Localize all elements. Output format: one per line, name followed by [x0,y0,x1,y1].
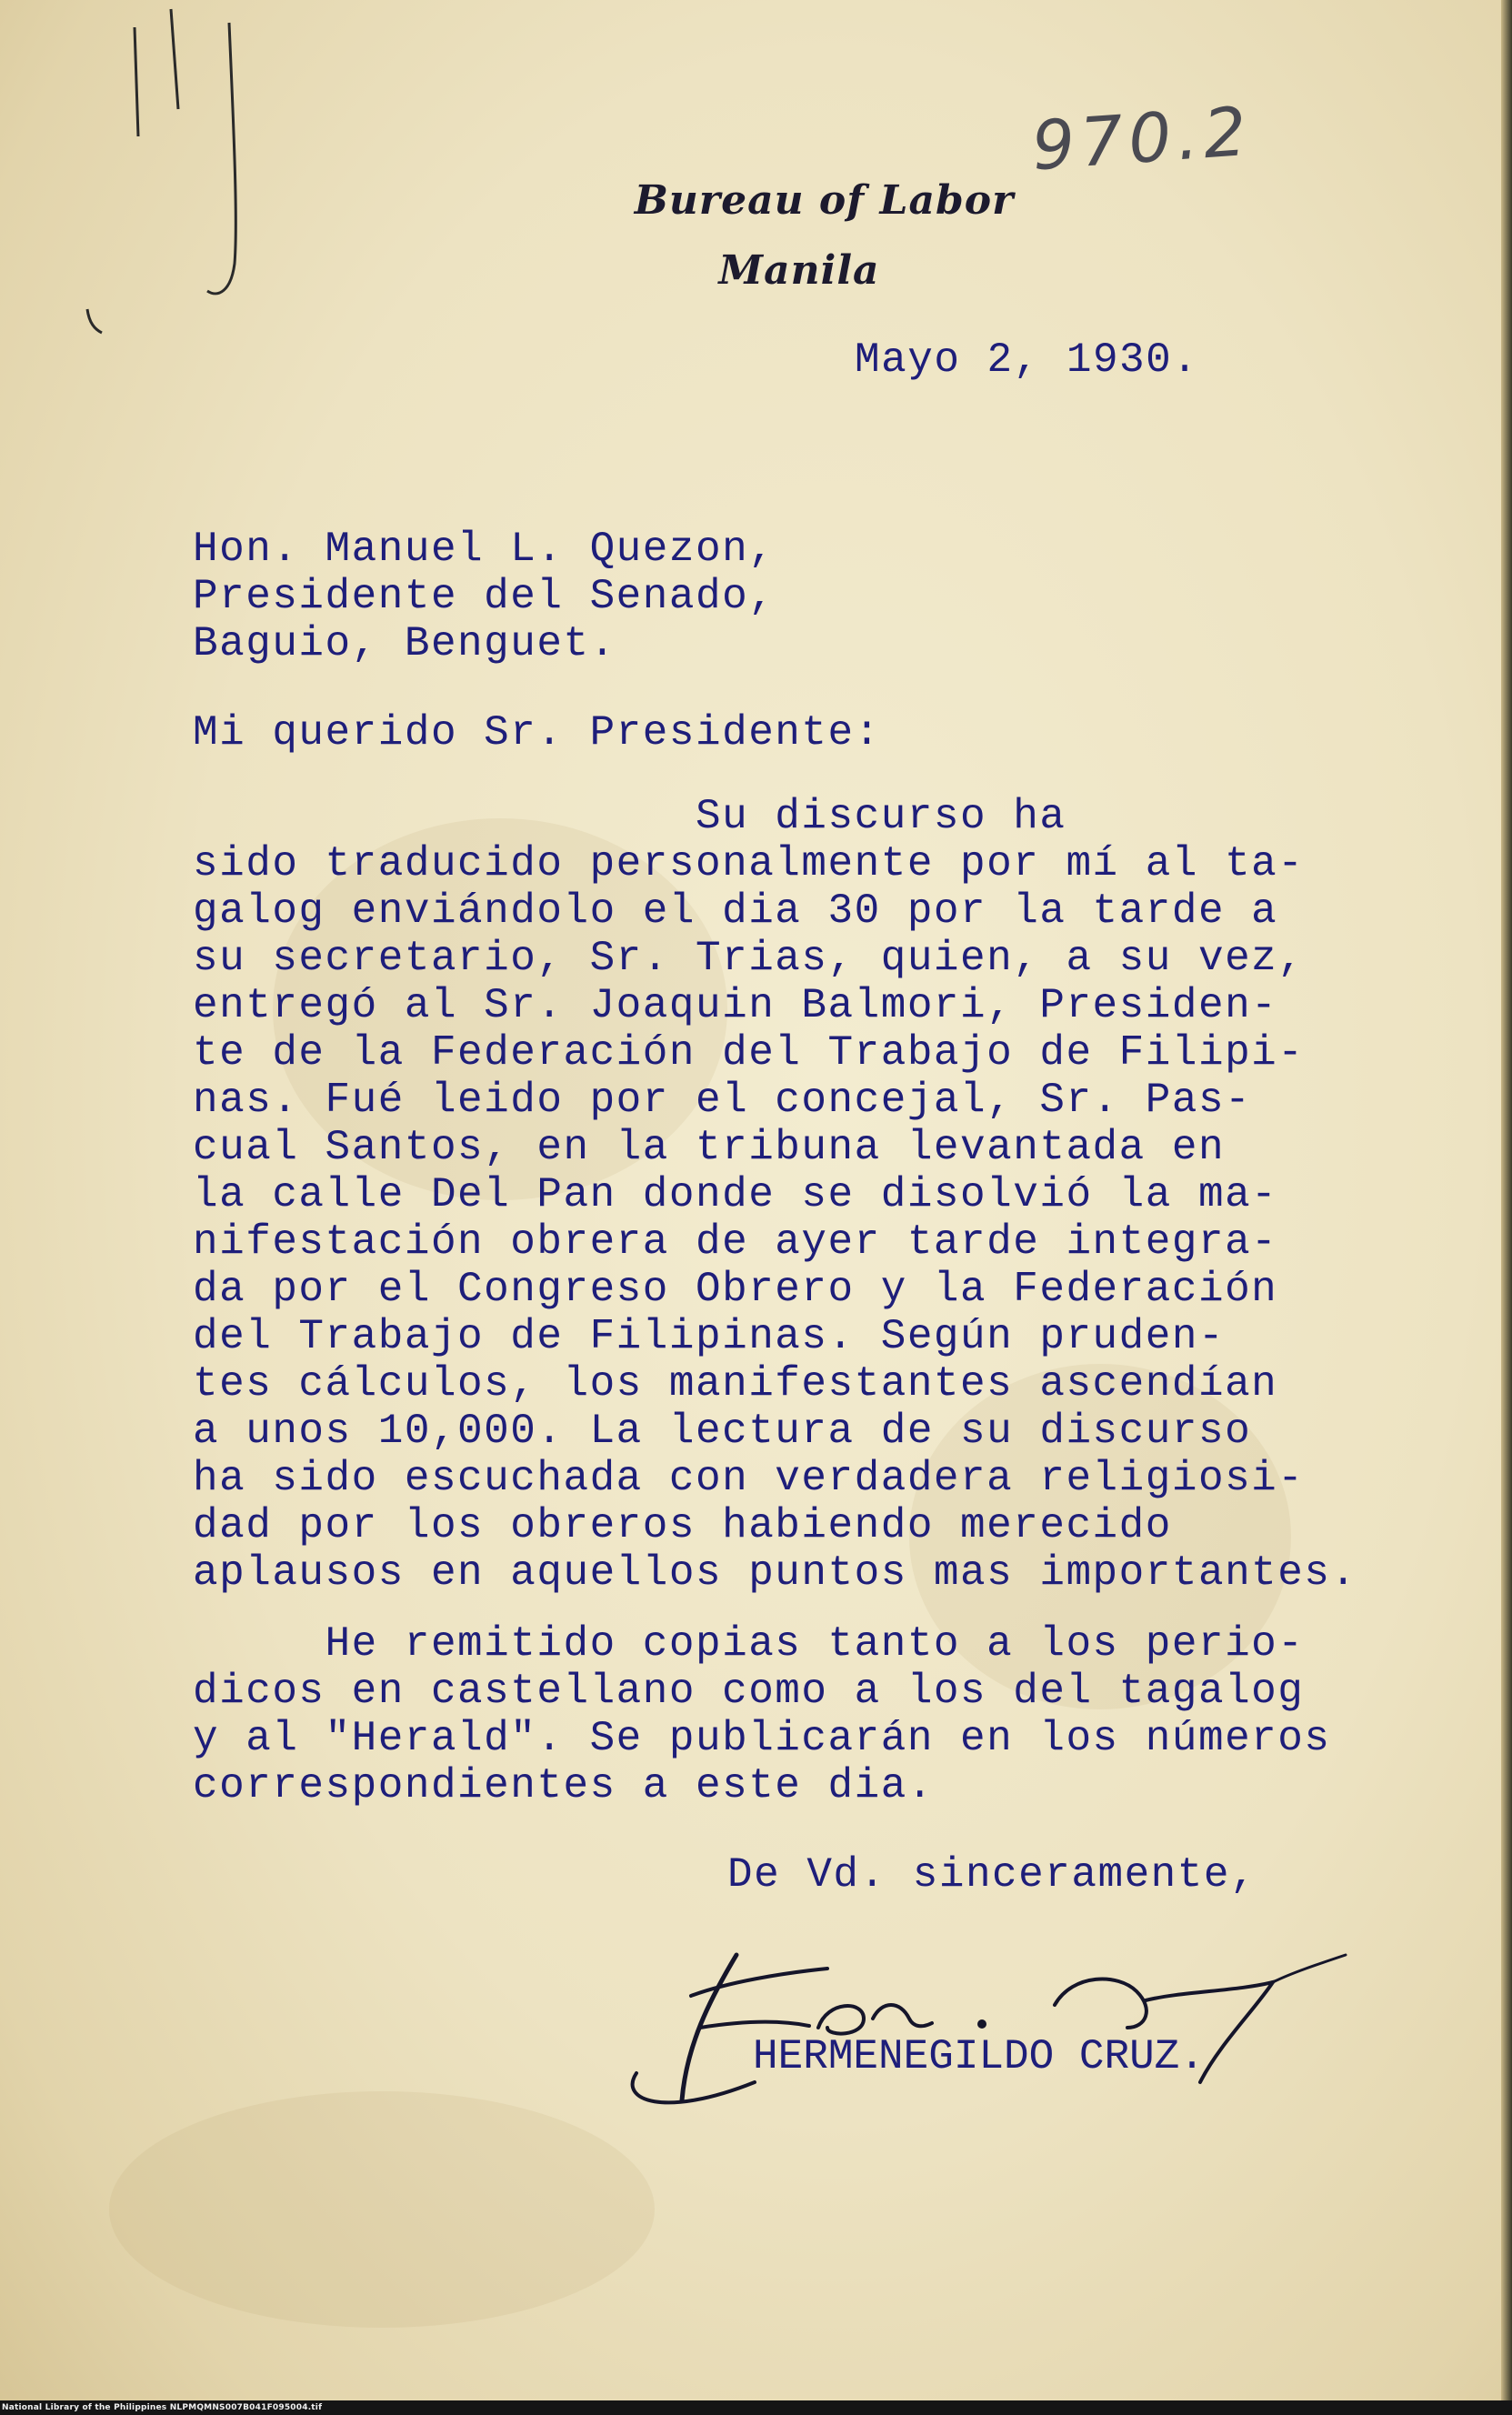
recipient-location: Baguio, Benguet. [193,620,616,667]
handwritten-signature [600,1919,1382,2119]
body-paragraph-1: Su discurso ha sido traducido personalmente por mí al ta- galog enviándolo el dia 30 por la tarde a su secretario, Sr. Trias, quien, a su vez, entregó al Sr. Joaquin Balmori, Presiden- te de la Federación del Trabajo de Filipi- nas. Fué leido por el concejal, Sr. Pas- cual Santos, en la tribuna levantada en la calle Del Pan donde se disolvió la ma- nifestación obrera de ayer tarde integra- da por el Congreso Obrero y la Federación del Trabajo de Filipinas. Según pruden- tes cálculos, los manifestantes ascendían a unos 10,000. La lectura de su discurso ha sido escuchada con verdadera religiosi- dad por los obreros habiendo merecido aplausos en aquellos puntos mas importantes. [193,793,1357,1597]
recipient-name: Hon. Manuel L. Quezon, [193,526,776,573]
archive-number-annotation: 970.2 [1029,92,1255,186]
body-paragraph-2: He remitido copias tanto a los perio- dicos en castellano como a los del tagalog y al "Herald". Se publicarán en los números correspondientes a este dia. [193,1620,1331,1809]
scan-footer-caption: National Library of the Philippines NLPMQMNS007B041F095004.tif [2,2403,323,2412]
letterhead-city: Manila [718,247,880,294]
letterhead-bureau: Bureau of Labor [634,177,1015,224]
letter-date: Mayo 2, 1930. [855,336,1199,384]
recipient-title: Presidente del Senado, [193,573,776,620]
scan-edge [1501,0,1512,2415]
signatory-name: HERMENEGILDO CRUZ. [753,2033,1205,2080]
salutation: Mi querido Sr. Presidente: [193,709,881,757]
paper-stain [109,2091,655,2328]
closing: De Vd. sinceramente, [727,1851,1257,1899]
